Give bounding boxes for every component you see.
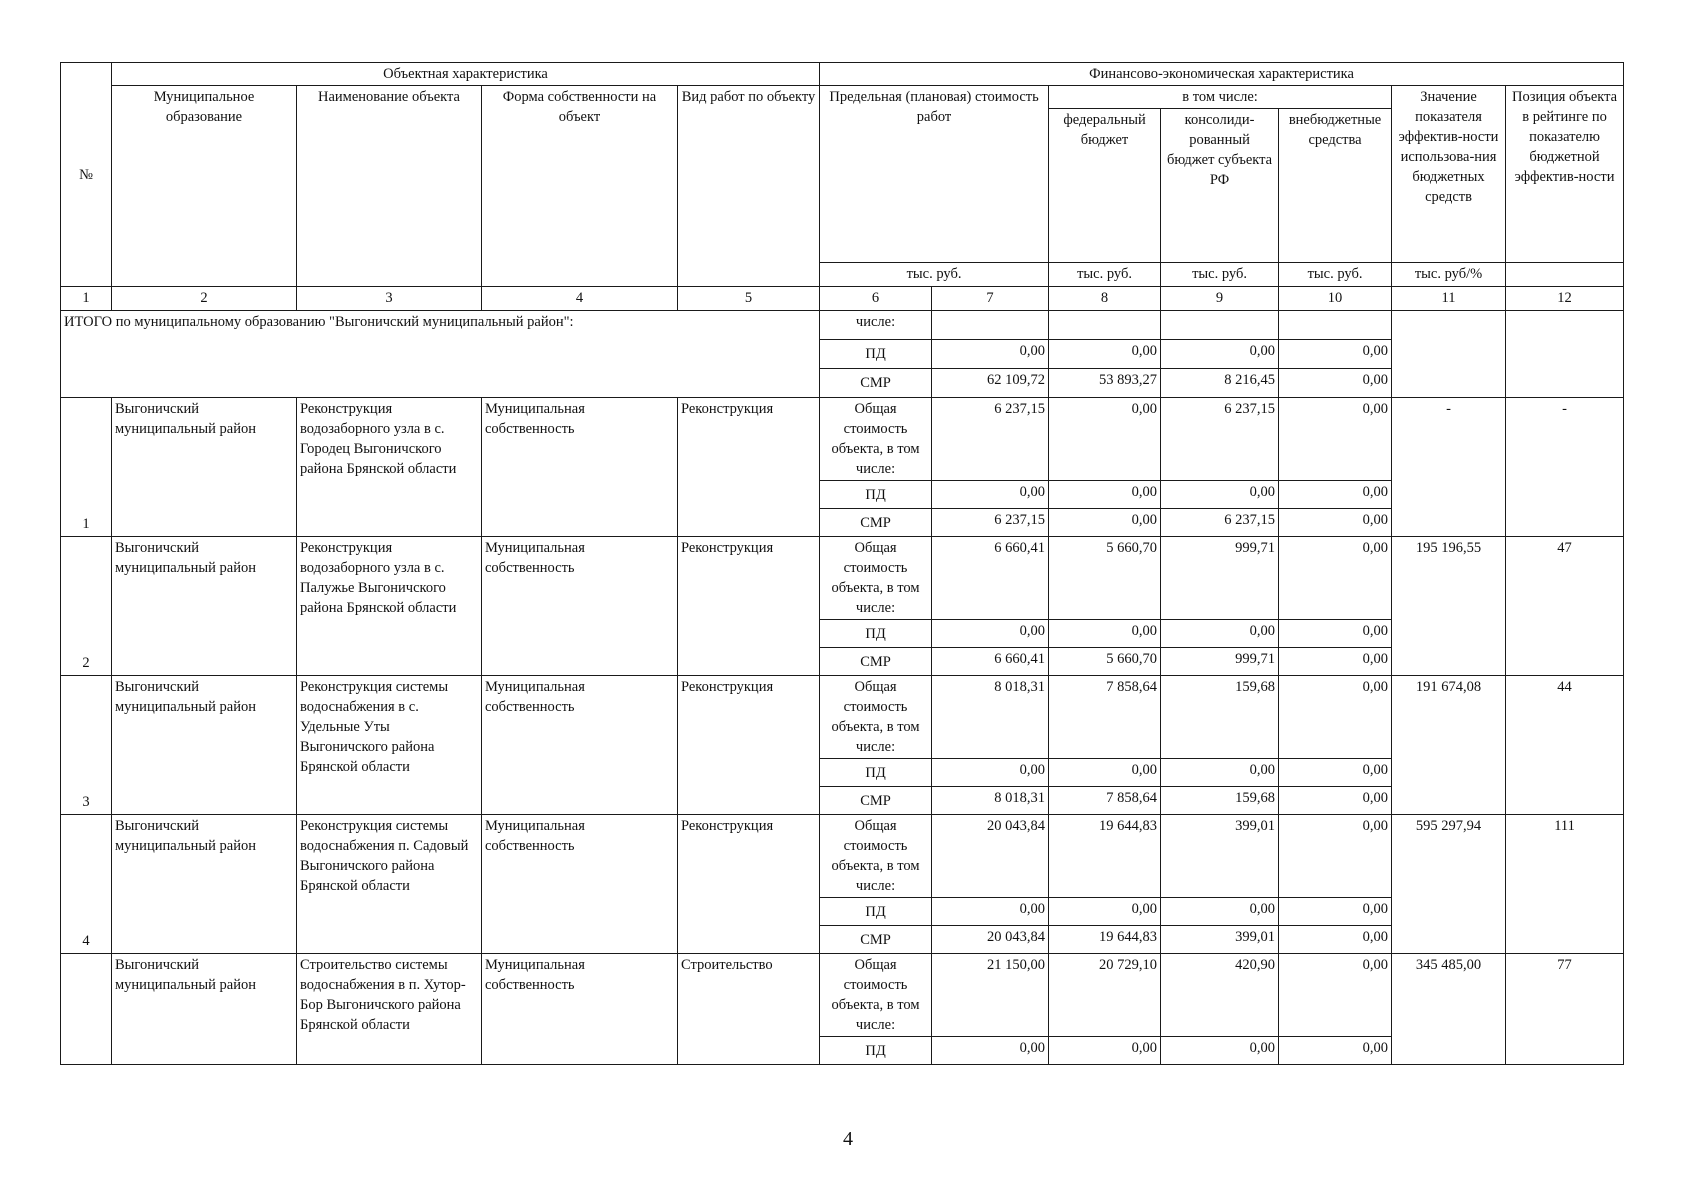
column-number: 8 xyxy=(1049,287,1161,311)
object-number: 3 xyxy=(61,676,112,815)
object-name: Реконструкция системы водоснабжения п. Садовый Выгоничского района Брянской области xyxy=(297,815,482,954)
column-number: 12 xyxy=(1506,287,1624,311)
row-label-pd: ПД xyxy=(820,481,932,509)
object-municipality: Выгоничский муниципальный район xyxy=(112,398,297,537)
header-max-cost: Предельная (плановая) стоимость работ xyxy=(820,86,1049,263)
object-row xyxy=(61,398,1624,481)
row-label-total: Общая стоимость объекта, в том числе: xyxy=(820,815,932,898)
value-consolidated: 159,68 xyxy=(1161,787,1279,815)
object-efficiency: 195 196,55 xyxy=(1392,537,1506,676)
header-federal: федеральный бюджет xyxy=(1049,109,1161,263)
header-consolidated: консолиди-рованный бюджет субъекта РФ xyxy=(1161,109,1279,263)
column-number: 7 xyxy=(932,287,1049,311)
value-consolidated: 999,71 xyxy=(1161,648,1279,676)
object-work-type: Реконструкция xyxy=(678,537,820,676)
value-offbudget: 0,00 xyxy=(1279,648,1392,676)
column-number: 2 xyxy=(112,287,297,311)
row-label-smr: СМР xyxy=(820,926,932,954)
header-no: № xyxy=(61,63,112,287)
total-top-label: числе: xyxy=(820,311,932,340)
total-label: ИТОГО по муниципальному образованию "Выгоничский муниципальный район": xyxy=(61,311,820,398)
object-row xyxy=(61,676,1624,759)
object-number: 4 xyxy=(61,815,112,954)
value-consolidated: 999,71 xyxy=(1161,537,1279,620)
header-ownership: Форма собственности на объект xyxy=(482,86,678,287)
unit-offbudget: тыс. руб. xyxy=(1279,263,1392,287)
value-offbudget: 0,00 xyxy=(1279,509,1392,537)
column-number: 11 xyxy=(1392,287,1506,311)
value-consolidated: 0,00 xyxy=(1161,759,1279,787)
column-number: 5 xyxy=(678,287,820,311)
value-cost: 0,00 xyxy=(932,759,1049,787)
data-table xyxy=(60,62,1624,1065)
object-row xyxy=(61,537,1624,620)
value-consolidated: 159,68 xyxy=(1161,676,1279,759)
value-federal: 0,00 xyxy=(1049,398,1161,481)
object-efficiency: - xyxy=(1392,398,1506,537)
object-municipality: Выгоничский муниципальный район xyxy=(112,954,297,1065)
value-consolidated: 399,01 xyxy=(1161,926,1279,954)
value-cost: 6 660,41 xyxy=(932,537,1049,620)
object-work-type: Реконструкция xyxy=(678,398,820,537)
object-name: Реконструкция водозаборного узла в с. Палужье Выгоничского района Брянской области xyxy=(297,537,482,676)
object-ownership: Муниципальная собственность xyxy=(482,954,678,1065)
value-cost: 6 237,15 xyxy=(932,398,1049,481)
row-label-pd: ПД xyxy=(820,759,932,787)
column-number: 6 xyxy=(820,287,932,311)
header-including: в том числе: xyxy=(1049,86,1392,109)
value-offbudget: 0,00 xyxy=(1279,1037,1392,1065)
value-federal: 0,00 xyxy=(1049,340,1161,369)
object-rating: 44 xyxy=(1506,676,1624,815)
row-label-pd: ПД xyxy=(820,898,932,926)
value-consolidated: 0,00 xyxy=(1161,1037,1279,1065)
row-label-total: Общая стоимость объекта, в том числе: xyxy=(820,537,932,620)
object-efficiency: 191 674,08 xyxy=(1392,676,1506,815)
object-work-type: Реконструкция xyxy=(678,676,820,815)
object-name: Строительство системы водоснабжения в п. Хутор-Бор Выгоничского района Брянской области xyxy=(297,954,482,1065)
value-federal: 0,00 xyxy=(1049,481,1161,509)
object-municipality: Выгоничский муниципальный район xyxy=(112,537,297,676)
column-number: 9 xyxy=(1161,287,1279,311)
value-cost: 21 150,00 xyxy=(932,954,1049,1037)
row-label-pd: ПД xyxy=(820,620,932,648)
value-cost: 20 043,84 xyxy=(932,815,1049,898)
unit-consolidated: тыс. руб. xyxy=(1161,263,1279,287)
column-number: 4 xyxy=(482,287,678,311)
value-consolidated: 399,01 xyxy=(1161,815,1279,898)
value-federal: 19 644,83 xyxy=(1049,926,1161,954)
value-federal: 20 729,10 xyxy=(1049,954,1161,1037)
value-cost: 6 237,15 xyxy=(932,509,1049,537)
object-ownership: Муниципальная собственность xyxy=(482,676,678,815)
value-consolidated: 0,00 xyxy=(1161,620,1279,648)
value-offbudget: 0,00 xyxy=(1279,481,1392,509)
value-consolidated: 6 237,15 xyxy=(1161,509,1279,537)
object-row xyxy=(61,815,1624,898)
value-offbudget: 0,00 xyxy=(1279,340,1392,369)
value-federal: 5 660,70 xyxy=(1049,537,1161,620)
object-name: Реконструкция водозаборного узла в с. Городец Выгоничского района Брянской области xyxy=(297,398,482,537)
value-offbudget: 0,00 xyxy=(1279,926,1392,954)
value-federal: 5 660,70 xyxy=(1049,648,1161,676)
header-object-group: Объектная характеристика xyxy=(112,63,820,86)
row-label-smr: СМР xyxy=(820,509,932,537)
value-offbudget: 0,00 xyxy=(1279,398,1392,481)
row-label-pd: ПД xyxy=(820,340,932,369)
value-consolidated: 6 237,15 xyxy=(1161,398,1279,481)
value-federal: 53 893,27 xyxy=(1049,369,1161,398)
object-row xyxy=(61,954,1624,1037)
object-rating: 47 xyxy=(1506,537,1624,676)
object-efficiency: 345 485,00 xyxy=(1392,954,1506,1065)
value-offbudget: 0,00 xyxy=(1279,537,1392,620)
header-municipality: Муниципальное образование xyxy=(112,86,297,287)
page-number: 4 xyxy=(843,1128,853,1150)
value-federal: 0,00 xyxy=(1049,620,1161,648)
total-row xyxy=(61,311,1624,340)
header-work-type: Вид работ по объекту xyxy=(678,86,820,287)
value-consolidated: 0,00 xyxy=(1161,340,1279,369)
object-rating: 111 xyxy=(1506,815,1624,954)
value-cost: 20 043,84 xyxy=(932,926,1049,954)
value-cost: 8 018,31 xyxy=(932,676,1049,759)
value-cost: 6 660,41 xyxy=(932,648,1049,676)
value-cost: 8 018,31 xyxy=(932,787,1049,815)
header-rating: Позиция объекта в рейтинге по показателю бюджетной эффектив-ности xyxy=(1506,86,1624,263)
value-consolidated: 0,00 xyxy=(1161,481,1279,509)
row-label-smr: СМР xyxy=(820,648,932,676)
object-name: Реконструкция системы водоснабжения в с. Удельные Уты Выгоничского района Брянской области xyxy=(297,676,482,815)
unit-federal: тыс. руб. xyxy=(1049,263,1161,287)
value-federal: 0,00 xyxy=(1049,759,1161,787)
row-label-total: Общая стоимость объекта, в том числе: xyxy=(820,676,932,759)
unit-efficiency: тыс. руб/% xyxy=(1392,263,1506,287)
value-cost: 0,00 xyxy=(932,481,1049,509)
value-offbudget: 0,00 xyxy=(1279,759,1392,787)
object-rating: 77 xyxy=(1506,954,1624,1065)
value-offbudget: 0,00 xyxy=(1279,815,1392,898)
value-cost: 0,00 xyxy=(932,620,1049,648)
object-ownership: Муниципальная собственность xyxy=(482,815,678,954)
object-number: 2 xyxy=(61,537,112,676)
header-efficiency: Значение показателя эффектив-ности использова-ния бюджетных средств xyxy=(1392,86,1506,263)
value-federal: 7 858,64 xyxy=(1049,787,1161,815)
column-number-row xyxy=(61,287,1624,311)
value-consolidated: 8 216,45 xyxy=(1161,369,1279,398)
value-cost: 0,00 xyxy=(932,340,1049,369)
value-offbudget: 0,00 xyxy=(1279,898,1392,926)
object-rating: - xyxy=(1506,398,1624,537)
value-offbudget: 0,00 xyxy=(1279,954,1392,1037)
row-label-smr: СМР xyxy=(820,787,932,815)
object-work-type: Строительство xyxy=(678,954,820,1065)
value-offbudget: 0,00 xyxy=(1279,369,1392,398)
value-consolidated: 420,90 xyxy=(1161,954,1279,1037)
object-number: 1 xyxy=(61,398,112,537)
header-offbudget: внебюджетные средства xyxy=(1279,109,1392,263)
row-label-total: Общая стоимость объекта, в том числе: xyxy=(820,398,932,481)
value-offbudget: 0,00 xyxy=(1279,620,1392,648)
object-number xyxy=(61,954,112,1065)
value-cost: 0,00 xyxy=(932,898,1049,926)
unit-rating xyxy=(1506,263,1624,287)
value-federal: 7 858,64 xyxy=(1049,676,1161,759)
row-label-pd: ПД xyxy=(820,1037,932,1065)
unit-cost: тыс. руб. xyxy=(820,263,1049,287)
header-object-name: Наименование объекта xyxy=(297,86,482,287)
value-federal: 0,00 xyxy=(1049,1037,1161,1065)
object-municipality: Выгоничский муниципальный район xyxy=(112,815,297,954)
row-label-total: Общая стоимость объекта, в том числе: xyxy=(820,954,932,1037)
column-number: 3 xyxy=(297,287,482,311)
value-offbudget: 0,00 xyxy=(1279,676,1392,759)
object-ownership: Муниципальная собственность xyxy=(482,398,678,537)
column-number: 1 xyxy=(61,287,112,311)
value-consolidated: 0,00 xyxy=(1161,898,1279,926)
value-cost: 62 109,72 xyxy=(932,369,1049,398)
value-federal: 0,00 xyxy=(1049,898,1161,926)
value-federal: 19 644,83 xyxy=(1049,815,1161,898)
row-label-smr: СМР xyxy=(820,369,932,398)
value-offbudget: 0,00 xyxy=(1279,787,1392,815)
object-ownership: Муниципальная собственность xyxy=(482,537,678,676)
object-efficiency: 595 297,94 xyxy=(1392,815,1506,954)
object-work-type: Реконструкция xyxy=(678,815,820,954)
object-municipality: Выгоничский муниципальный район xyxy=(112,676,297,815)
column-number: 10 xyxy=(1279,287,1392,311)
value-cost: 0,00 xyxy=(932,1037,1049,1065)
header-finance-group: Финансово-экономическая характеристика xyxy=(820,63,1624,86)
value-federal: 0,00 xyxy=(1049,509,1161,537)
